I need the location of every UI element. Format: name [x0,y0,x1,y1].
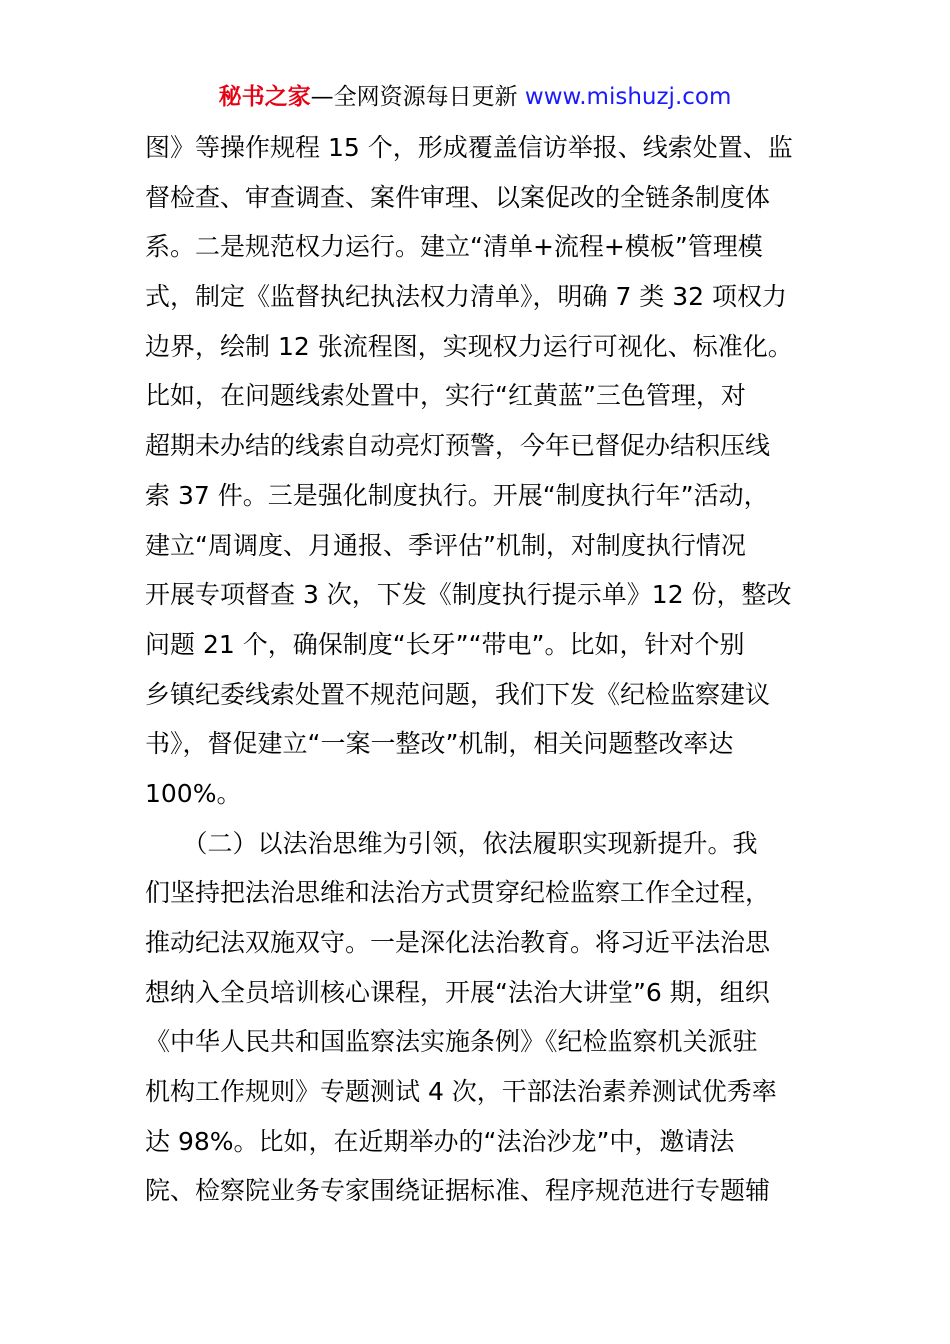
page-header [0,82,950,112]
text-line: 索 37 件。三是强化制度执行。开展“制度执行年”活动， [145,480,769,510]
text-line: 式，制定《监督执纪执法权力清单》，明确 7 类 32 项权力 [145,282,788,312]
text-line: 开展专项督查 3 次，下发《制度执行提示单》12 份，整改 [145,580,792,610]
text-line: 系。二是规范权力运行。建立“清单+流程+模板”管理模 [145,232,763,262]
header-tagline: —全网资源每日更新 [310,84,525,110]
text-line: 《中华人民共和国监察法实施条例》《纪检监察机关派驻 [145,1027,758,1057]
text-line: 问题 21 个，确保制度“长牙”“带电”。比如，针对个别 [145,629,745,659]
site-url-link[interactable]: www.mishuzj.com [524,84,732,110]
text-line: 乡镇纪委线索处置不规范问题，我们下发《纪检监察建议 [145,679,771,709]
text-line: 边界，绘制 12 张流程图，实现权力运行可视化、标准化。 [145,331,793,361]
text-line: 比如，在问题线索处置中，实行“红黄蓝”三色管理，对 [145,381,746,411]
brand-name: 秘书之家 [218,84,311,110]
section-heading-line: （二）以法治思维为引领，依法履职实现新提升。我 [145,828,758,858]
text-line: 们坚持把法治思维和法治方式贯穿纪检监察工作全过程， [145,878,771,908]
text-line: 书》，督促建立“一案一整改”机制，相关问题整改率达 [145,729,734,759]
document-body [145,123,810,1216]
text-line: 建立“周调度、月通报、季评估”机制，对制度执行情况 [145,530,746,560]
text-line: 想纳入全员培训核心课程，开展“法治大讲堂”6 期，组织 [145,977,770,1007]
text-line: 机构工作规则》专题测试 4 次，干部法治素养测试优秀率 [145,1077,777,1107]
text-line: 院、检察院业务专家围绕证据标准、程序规范进行专题辅 [145,1176,771,1206]
text-line: 达 98%。比如，在近期举办的“法治沙龙”中，邀请法 [145,1126,735,1156]
text-line: 推动纪法双施双守。一是深化法治教育。将习近平法治思 [145,928,771,957]
text-line: 100%。 [145,778,242,808]
text-line: 督检查、审查调查、案件审理、以案促改的全链条制度体 [145,182,771,212]
text-line: 超期未办结的线索自动亮灯预警，今年已督促办结积压线 [145,431,771,461]
text-line: 图》等操作规程 15 个，形成覆盖信访举报、线索处置、监 [145,133,793,162]
